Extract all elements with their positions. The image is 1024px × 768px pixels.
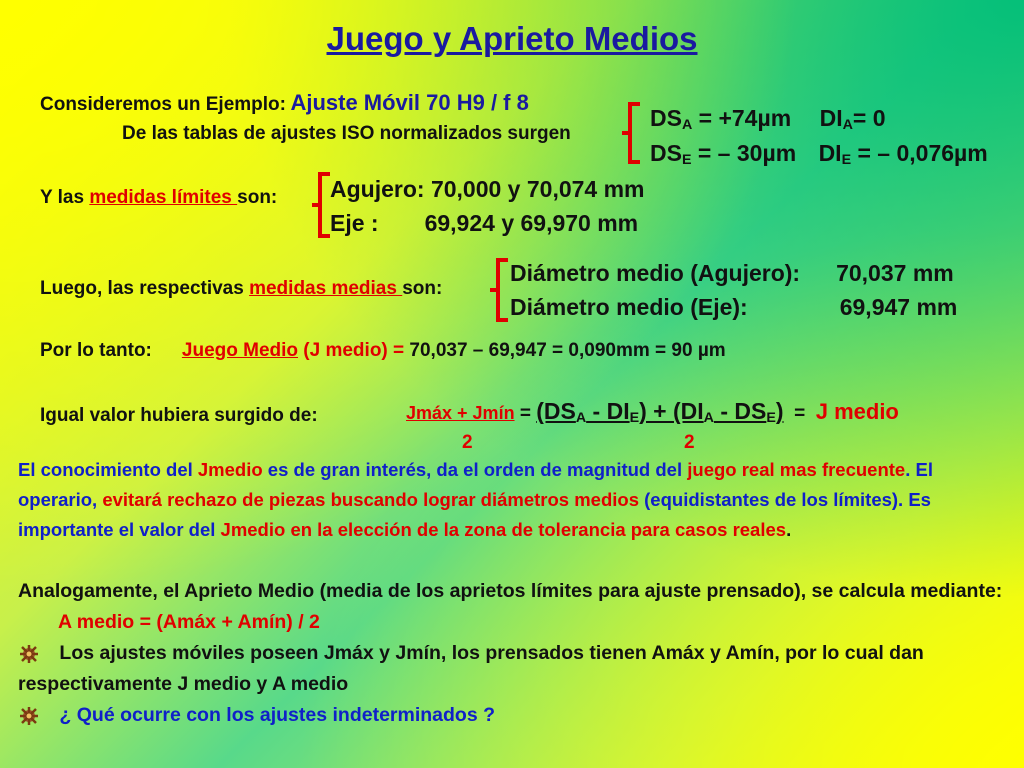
bracket-icon bbox=[618, 100, 644, 168]
limits-label: Y las medidas límites son: bbox=[40, 187, 278, 208]
deviations-row-1: $DS_A = +74\mu m$ $DI_A= 0$ bbox=[650, 105, 886, 133]
paragraph-jmedio: El conocimiento del Jmedio es de gran interés, da el orden de magnitud del juego real mas frecuente. El operario, evitará rechazo de piezas buscando lograr diámetros medios (equidistantes de los límites). Es importante el valor del Jmedio en la elección de la zona de tolerancia para casos reales. bbox=[18, 459, 933, 540]
example-fit: Ajuste Móvil 70 H9 / f 8 bbox=[290, 90, 529, 115]
iso-tables-line: De las tablas de ajustes ISO normalizados surgen bbox=[122, 123, 571, 144]
therefore-line: Por lo tanto: Juego Medio (J medio) = 70,037 – 69,947 = 0,090mm = 90 µm bbox=[40, 340, 726, 361]
paragraph-aprieto: Analogamente, el Aprieto Medio (media de los aprietos límites para ajuste prensado), se calcula mediante: A medio = (Amáx + Amín) / 2 bbox=[18, 580, 1003, 633]
bracket-icon bbox=[486, 256, 512, 326]
bullet-gear-icon bbox=[18, 707, 40, 725]
denominator-1: 2 bbox=[462, 432, 473, 453]
example-line: Consideremos un Ejemplo: Ajuste Móvil 70 H9 / f 8 bbox=[40, 90, 529, 115]
denominator-2: 2 bbox=[684, 432, 695, 453]
mean-shaft: Diámetro medio (Eje): 69,947 mm bbox=[510, 294, 958, 320]
bullet-item-2: ¿ Qué ocurre con los ajustes indeterminados ? bbox=[18, 700, 1013, 731]
mean-hole: Diámetro medio (Agujero): 70,037 mm bbox=[510, 260, 954, 286]
formula: Jmáx + Jmín = $(DS_A - DI_E) + (DI_A - DS_E) = J$ medio bbox=[406, 398, 899, 426]
page-title: Juego y Aprieto Medios bbox=[326, 20, 698, 57]
same-value-label: Igual valor hubiera surgido de: bbox=[40, 405, 318, 426]
limits-hole: Agujero: 70,000 y 70,074 mm bbox=[330, 176, 645, 202]
limits-shaft: Eje : 69,924 y 69,970 mm bbox=[330, 210, 639, 236]
bullet-gear-icon bbox=[18, 645, 40, 663]
means-label: Luego, las respectivas medidas medias son: bbox=[40, 278, 443, 299]
bullet-item-1: Los ajustes móviles poseen Jmáx y Jmín, los prensados tienen Amáx y Amín, por lo cual dan respectivamente J medio y A medio bbox=[18, 642, 924, 695]
aprieto-formula: A medio = (Amáx + Amín) / 2 bbox=[58, 611, 320, 633]
deviations-row-2: $DS_E$ = – 30µm $DI_E$ = – 0,076µm bbox=[650, 140, 988, 168]
